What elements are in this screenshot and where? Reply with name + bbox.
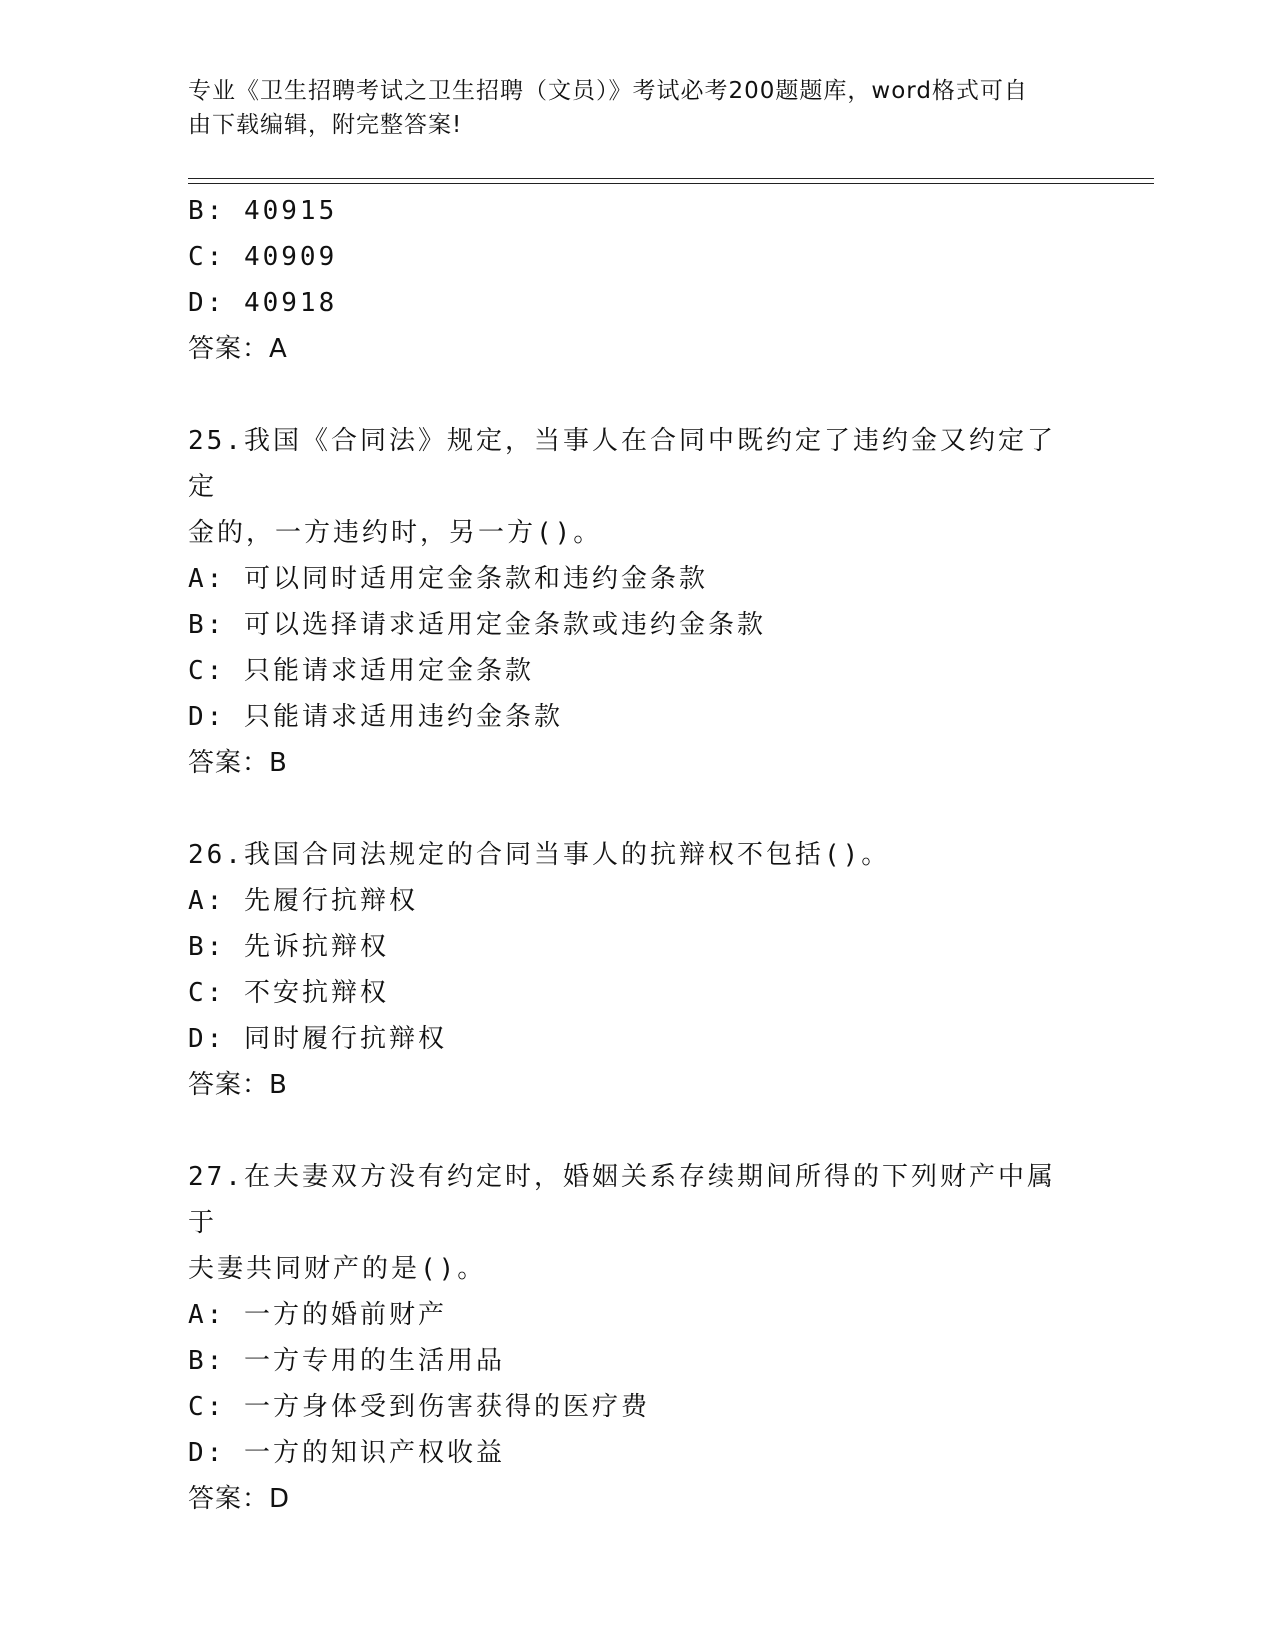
spacer — [188, 786, 1088, 832]
option-d: D: 同时履行抗辩权 — [188, 1024, 447, 1054]
header-line-2: 由下载编辑，附完整答案! — [188, 112, 463, 138]
option-d: D: 只能请求适用违约金条款 — [188, 702, 563, 732]
question-text-line-1: 27.在夫妻双方没有约定时，婚姻关系存续期间所得的下列财产中属于 — [188, 1162, 1056, 1238]
answer-line: 答案：B — [188, 1070, 288, 1100]
option-c: C: 只能请求适用定金条款 — [188, 656, 534, 686]
question-block-26 — [188, 832, 1088, 1108]
document-header — [188, 74, 1068, 142]
option-b: B: 40915 — [188, 196, 338, 226]
answer-line: 答案：D — [188, 1484, 291, 1514]
option-b: B: 先诉抗辩权 — [188, 932, 389, 962]
question-block-24 — [188, 188, 1088, 372]
option-d: D: 一方的知识产权收益 — [188, 1438, 505, 1468]
option-d: D: 40918 — [188, 288, 338, 318]
header-divider-bottom — [188, 183, 1154, 184]
header-line-1: 专业《卫生招聘考试之卫生招聘（文员）》考试必考200题题库，word格式可自 — [188, 78, 1028, 104]
answer-line: 答案：B — [188, 748, 288, 778]
spacer — [188, 372, 1088, 418]
option-a: A: 一方的婚前财产 — [188, 1300, 447, 1330]
option-c: C: 不安抗辩权 — [188, 978, 389, 1008]
option-b: B: 一方专用的生活用品 — [188, 1346, 505, 1376]
question-text-line-1: 26.我国合同法规定的合同当事人的抗辩权不包括()。 — [188, 840, 891, 870]
option-a: A: 可以同时适用定金条款和违约金条款 — [188, 564, 708, 594]
question-text-line-1: 25.我国《合同法》规定，当事人在合同中既约定了违约金又约定了定 — [188, 426, 1056, 502]
spacer — [188, 1108, 1088, 1154]
question-text-line-2: 夫妻共同财产的是()。 — [188, 1254, 487, 1284]
option-b: B: 可以选择请求适用定金条款或违约金条款 — [188, 610, 766, 640]
question-text-line-2: 金的，一方违约时，另一方()。 — [188, 518, 603, 548]
header-divider-top — [188, 178, 1154, 179]
question-list — [188, 188, 1088, 1522]
question-block-27 — [188, 1154, 1088, 1522]
option-a: A: 先履行抗辩权 — [188, 886, 418, 916]
question-block-25 — [188, 418, 1088, 786]
option-c: C: 一方身体受到伤害获得的医疗费 — [188, 1392, 650, 1422]
option-c: C: 40909 — [188, 242, 338, 272]
answer-line: 答案：A — [188, 334, 288, 364]
